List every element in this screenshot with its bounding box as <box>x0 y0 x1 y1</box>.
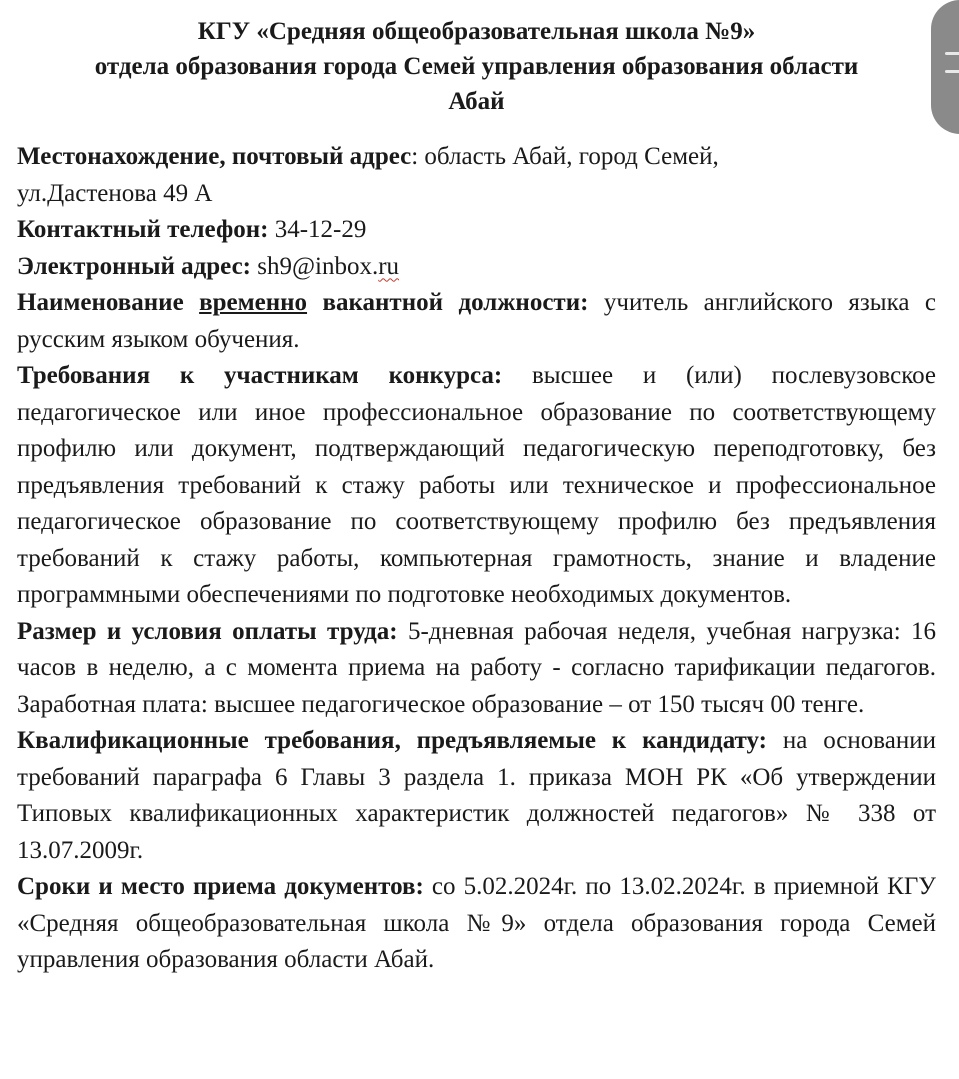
deadline-value: со 5.02.2024г. по 13.02.2024г. в приемной КГУ «Средняя общеобразовательная школа №9» отдела образования города Семей управления образования области Абай. <box>17 873 936 973</box>
address-value-line1: : область Абай, город Семей, <box>411 143 719 170</box>
email-paragraph <box>17 249 936 286</box>
email-value-tld: ru <box>378 252 400 280</box>
qualification-paragraph <box>17 723 936 869</box>
address-paragraph <box>17 139 936 212</box>
drag-handle-line-bottom <box>945 70 959 73</box>
salary-value: 5-дневная рабочая неделя, учебная нагрузка: 16 часов в неделю, а с момента приема на работу - согласно тарификации педагогов. Заработная плата: высшее педагогическое образование – от 150 тысяч 00 тенге. <box>17 617 936 718</box>
position-paragraph <box>17 285 936 358</box>
email-value: sh9@inbox. <box>251 252 379 280</box>
phone-paragraph <box>17 212 936 249</box>
deadline-label: Сроки и место приема документов: <box>17 873 424 900</box>
qualification-value: на основании требований параграфа 6 Главы 3 раздела 1. приказа МОН РК «Об утверждении Типовых квалификационных характеристик должностей педагогов» № 338 от 13.07.2009г. <box>17 727 936 864</box>
header-line-3: Абай <box>448 88 505 115</box>
header-line-2: отдела образования города Семей управления образования области <box>94 53 859 80</box>
position-value: учитель английского языка с русским языком обучения. <box>17 289 936 353</box>
phone-value: 34-12-29 <box>268 216 367 243</box>
qualification-label: Квалификационные требования, предъявляемые к кандидату: <box>17 727 767 754</box>
address-value-line2: ул.Дастенова 49 А <box>17 179 213 207</box>
email-label: Электронный адрес: <box>17 252 251 280</box>
document-header <box>17 14 936 119</box>
drag-handle-line-top <box>945 52 959 55</box>
deadline-paragraph <box>17 869 936 979</box>
salary-label: Размер и условия оплаты труда: <box>17 617 398 645</box>
position-label-part2: вакантной должности: <box>307 289 589 316</box>
requirements-value: высшее и (или) послевузовское педагогическое или иное профессиональное образование по соответствующему профилю или документ, подтверждающий педагогическую переподготовку, без предъявления требований к стажу работы или техническое и профессиональное педагогическое образование по соответствующему профилю без предъявления требований к стажу работы, компьютерная грамотность, знание и владение программными обеспечениями по подготовке необходимых документов. <box>17 362 936 608</box>
salary-paragraph <box>17 614 936 724</box>
phone-label: Контактный телефон: <box>17 216 269 243</box>
requirements-paragraph <box>17 358 936 614</box>
drag-handle-icon[interactable] <box>931 0 959 134</box>
document-page <box>17 14 936 979</box>
header-line-1: КГУ «Средняя общеобразовательная школа №9» <box>197 18 756 45</box>
requirements-label: Требования к участникам конкурса: <box>17 362 503 389</box>
address-label: Местонахождение, почтовый адрес <box>17 143 412 170</box>
position-label-part1: Наименование <box>17 289 200 316</box>
position-label-underlined: временно <box>199 289 308 316</box>
